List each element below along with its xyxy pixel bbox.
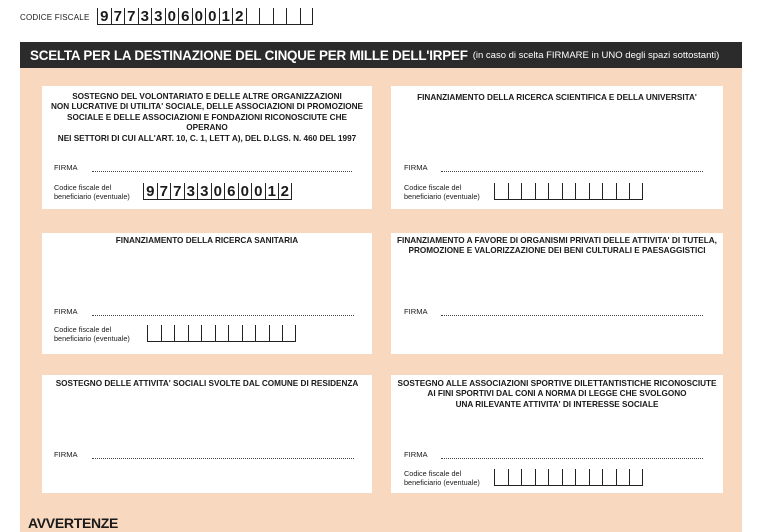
digit-cell[interactable] (629, 183, 643, 200)
digit-cell[interactable] (589, 469, 603, 486)
digit-cell[interactable]: 7 (170, 183, 184, 200)
digit-cell[interactable] (616, 183, 630, 200)
digit-cell[interactable] (562, 469, 576, 486)
signature-line[interactable] (92, 458, 354, 459)
digit-cell[interactable] (300, 8, 314, 25)
digit-cell[interactable] (286, 8, 300, 25)
digit-cell[interactable] (508, 183, 522, 200)
digit-cell[interactable] (521, 469, 535, 486)
digit-cell[interactable] (269, 325, 283, 342)
signature-line[interactable] (92, 171, 352, 172)
digit-cell[interactable] (616, 469, 630, 486)
panel-title: FINANZIAMENTO DELLA RICERCA SANITARIA (115, 236, 299, 245)
digit-cell[interactable]: 3 (184, 183, 198, 200)
signature-line[interactable] (441, 458, 703, 459)
digit-cell[interactable] (259, 8, 273, 25)
digit-cell[interactable] (246, 8, 260, 25)
digit-cell[interactable]: 0 (192, 8, 206, 25)
digit-cell[interactable]: 2 (278, 183, 292, 200)
beneficiary-cf-label: Codice fiscale del beneficiario (eventuale) (54, 183, 130, 201)
beneficiary-cf-label: Codice fiscale del beneficiario (eventuale) (404, 469, 480, 487)
avvertenze-heading: AVVERTENZE (28, 515, 119, 531)
digit-cell[interactable] (273, 8, 287, 25)
digit-cell[interactable]: 1 (219, 8, 233, 25)
digit-cell[interactable]: 9 (143, 183, 157, 200)
signature-line[interactable] (441, 315, 703, 316)
digit-cell[interactable] (215, 325, 229, 342)
signature-line[interactable] (92, 315, 354, 316)
firma-label: FIRMA (404, 163, 428, 172)
digit-cell[interactable] (161, 325, 175, 342)
fiscal-code-boxes[interactable] (97, 8, 313, 25)
panel-associazioni-sportive (391, 375, 723, 493)
panel-ricerca-sanitaria (42, 233, 372, 354)
fiscal-code-header (0, 0, 757, 42)
firma-label: FIRMA (404, 307, 428, 316)
panel-title: SOSTEGNO ALLE ASSOCIAZIONI SPORTIVE DILETTANTISTICHE RICONOSCIUTE AI FINI SPORTIVI DAL CONI A NORMA DI LEGGE CHE SVOLGONO UNA RILEVANTE ATTIVITA' DI INTERESSE SOCIALE (397, 379, 717, 409)
panel-ricerca-scientifica (391, 86, 723, 209)
digit-cell[interactable] (548, 183, 562, 200)
panel-title: SOSTEGNO DELLE ATTIVITA' SOCIALI SVOLTE DAL COMUNE DI RESIDENZA (55, 379, 359, 388)
digit-cell[interactable] (147, 325, 161, 342)
digit-cell[interactable] (201, 325, 215, 342)
digit-cell[interactable] (242, 325, 256, 342)
section-note: (in caso di scelta FIRMARE in UNO degli spazi sottostanti) (472, 49, 720, 61)
digit-cell[interactable] (535, 183, 549, 200)
digit-cell[interactable] (508, 469, 522, 486)
digit-cell[interactable] (602, 183, 616, 200)
fiscal-code-label: CODICE FISCALE (20, 13, 90, 22)
digit-cell[interactable] (589, 183, 603, 200)
digit-cell[interactable]: 7 (111, 8, 125, 25)
digit-cell[interactable]: 0 (165, 8, 179, 25)
panel-comune-residenza (42, 375, 372, 493)
beneficiary-cf-boxes[interactable] (494, 469, 643, 486)
firma-label: FIRMA (54, 450, 78, 459)
panel-title: FINANZIAMENTO DELLA RICERCA SCIENTIFICA E DELLA UNIVERSITA' (417, 93, 697, 102)
beneficiary-cf-label: Codice fiscale del beneficiario (eventuale) (404, 183, 480, 201)
digit-cell[interactable] (255, 325, 269, 342)
beneficiary-cf-boxes[interactable] (494, 183, 643, 200)
digit-cell[interactable] (494, 183, 508, 200)
digit-cell[interactable] (562, 183, 576, 200)
digit-cell[interactable] (575, 469, 589, 486)
section-title: SCELTA PER LA DESTINAZIONE DEL CINQUE PER MILLE DELL'IRPEF (30, 47, 468, 63)
digit-cell[interactable] (575, 183, 589, 200)
digit-cell[interactable]: 3 (151, 8, 165, 25)
digit-cell[interactable]: 9 (97, 8, 111, 25)
digit-cell[interactable]: 7 (124, 8, 138, 25)
panel-title: FINANZIAMENTO A FAVORE DI ORGANISMI PRIVATI DELLE ATTIVITA' DI TUTELA, PROMOZIONE E VALORIZZAZIONE DEI BENI CULTURALI E PAESAGGISTICI (397, 236, 717, 256)
digit-cell[interactable]: 7 (157, 183, 171, 200)
digit-cell[interactable] (282, 325, 296, 342)
firma-label: FIRMA (404, 450, 428, 459)
panel-beni-culturali (391, 233, 723, 354)
digit-cell[interactable]: 6 (178, 8, 192, 25)
digit-cell[interactable]: 2 (232, 8, 246, 25)
five-per-thousand-section (20, 42, 742, 532)
digit-cell[interactable] (629, 469, 643, 486)
digit-cell[interactable] (521, 183, 535, 200)
beneficiary-cf-boxes[interactable] (143, 183, 292, 200)
digit-cell[interactable]: 0 (211, 183, 225, 200)
digit-cell[interactable] (548, 469, 562, 486)
panel-title: SOSTEGNO DEL VOLONTARIATO E DELLE ALTRE ORGANIZZAZIONI NON LUCRATIVE DI UTILITA' SOCIALE, DELLE ASSOCIAZIONI DI PROMOZIONE SOCIALE E DELLE ASSOCIAZIONI E FONDAZIONI RICONOSCIUTE CHE OPERANO NEI SETTORI DI CUI ALL'ART. 10, C. 1, LETT A), DEL D.LGS. N. 460 DEL 1997 (50, 92, 363, 143)
digit-cell[interactable]: 0 (205, 8, 219, 25)
digit-cell[interactable] (228, 325, 242, 342)
signature-line[interactable] (441, 171, 703, 172)
digit-cell[interactable]: 3 (138, 8, 152, 25)
firma-label: FIRMA (54, 163, 78, 172)
digit-cell[interactable] (174, 325, 188, 342)
digit-cell[interactable] (494, 469, 508, 486)
digit-cell[interactable]: 6 (224, 183, 238, 200)
digit-cell[interactable]: 0 (251, 183, 265, 200)
firma-label: FIRMA (54, 307, 78, 316)
digit-cell[interactable]: 0 (238, 183, 252, 200)
panel-volontariato (42, 86, 372, 209)
beneficiary-cf-label: Codice fiscale del beneficiario (eventuale) (54, 325, 130, 343)
digit-cell[interactable] (602, 469, 616, 486)
beneficiary-cf-boxes[interactable] (147, 325, 296, 342)
digit-cell[interactable] (535, 469, 549, 486)
digit-cell[interactable] (188, 325, 202, 342)
section-header (20, 42, 742, 68)
digit-cell[interactable]: 1 (265, 183, 279, 200)
digit-cell[interactable]: 3 (197, 183, 211, 200)
